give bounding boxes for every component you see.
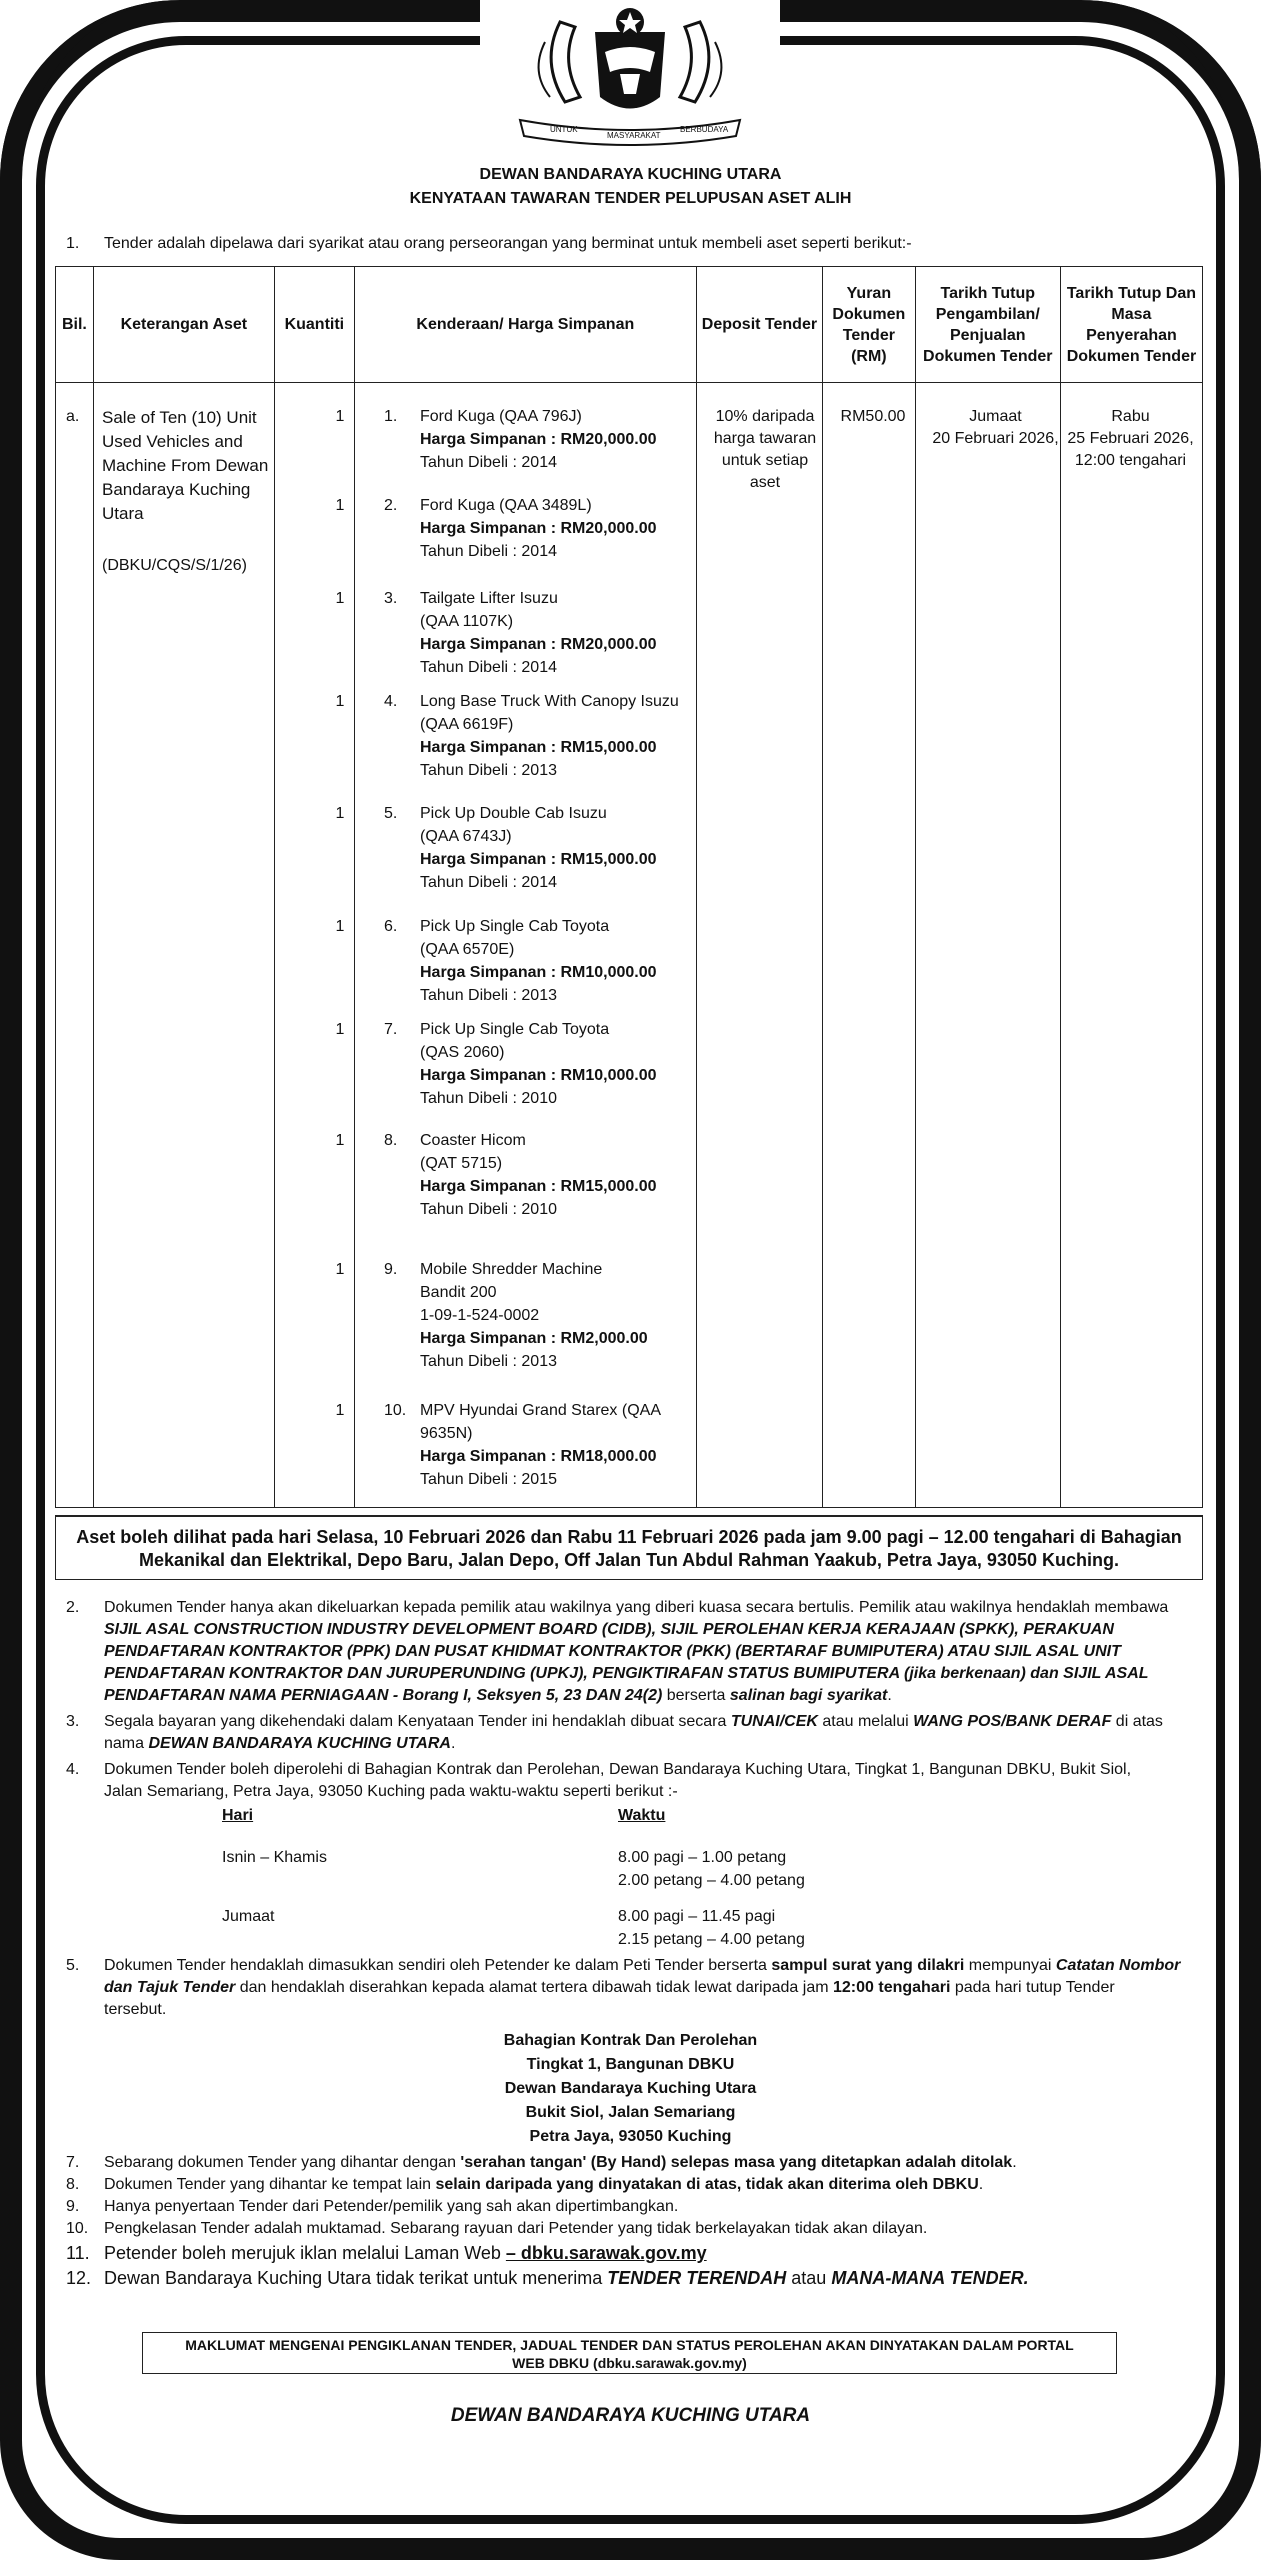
- header-keterangan: Keterangan Aset: [93, 267, 274, 383]
- para2-with: berserta: [662, 1687, 730, 1704]
- para9-text: Hanya penyertaan Tender dari Petender/pemilik yang sah akan dipertimbangkan.: [104, 2198, 679, 2215]
- organization-title: DEWAN BANDARAYA KUCHING UTARA: [479, 166, 782, 183]
- para11-text: [104, 2241, 707, 2265]
- item-number: 7.: [384, 1021, 398, 1038]
- para4-line-1: Dokumen Tender boleh diperolehi di Bahagian Kontrak dan Perolehan, Dewan Bandaraya Kuching Utara, Tingkat 1, Bangunan DBKU, Bukit Siol,: [104, 1761, 1132, 1778]
- para5-line-1: [104, 1955, 1204, 1977]
- hours-day-2: Jumaat: [222, 1908, 275, 1925]
- item-description: 1-09-1-524-0002: [420, 1307, 540, 1324]
- para3-cash: TUNAI/CEK: [730, 1713, 818, 1730]
- para5-text-a: Dokumen Tender hendaklah dimasukkan sendiri oleh Petender ke dalam Peti Tender berserta: [104, 1957, 772, 1974]
- hours-time-2a: 8.00 pagi – 11.45 pagi: [618, 1908, 776, 1925]
- item-quantity: 1: [335, 408, 345, 425]
- row-tutup-serah-date: 25 Februari 2026,: [1067, 430, 1194, 447]
- row-tutup-serah-time: 12:00 tengahari: [1074, 452, 1187, 469]
- item-year: Tahun Dibeli : 2013: [420, 987, 557, 1004]
- para3-postal: WANG POS/BANK DERAF: [913, 1713, 1112, 1730]
- item-reserve-price: Harga Simpanan : RM10,000.00: [420, 1067, 657, 1084]
- crest-ribbon-center: MASYARAKAT: [607, 131, 661, 140]
- item-reserve-price: Harga Simpanan : RM15,000.00: [420, 1178, 657, 1195]
- item-description: Pick Up Double Cab Isuzu: [420, 805, 607, 822]
- para2-line-3: PENDAFTARAN KONTRAKTOR (PPK) DAN PUSAT KHIDMAT KONTRAKTOR (PKK) (BERTARAF BUMIPUTERA) ATAU SIJIL ASAL UNIT: [104, 1643, 1121, 1660]
- item-quantity: 1: [335, 805, 345, 822]
- para12-text: [104, 2266, 1029, 2290]
- para12-any: MANA-MANA TENDER.: [831, 2268, 1029, 2288]
- item-number: 10.: [384, 1402, 407, 1419]
- row-bil: a.: [66, 408, 80, 425]
- intro-number: 1.: [66, 235, 80, 252]
- hours-col-day: Hari: [222, 1807, 254, 1824]
- header-yuran: Yuran Dokumen Tender (RM): [823, 267, 916, 383]
- para12-or: atau: [786, 2268, 832, 2288]
- header-kuantiti: Kuantiti: [274, 267, 354, 383]
- para9-number: 9.: [66, 2198, 80, 2215]
- para10-number: 10.: [66, 2220, 89, 2237]
- item-quantity: 1: [335, 1021, 345, 1038]
- item-number: 6.: [384, 918, 398, 935]
- item-number: 8.: [384, 1132, 398, 1149]
- item-description: (QAA 1107K): [420, 613, 514, 630]
- para3-text-e: di atas: [1111, 1713, 1163, 1730]
- row-deposit: 10% daripada harga tawaran untuk setiap aset: [713, 408, 817, 491]
- header-kenderaan: Kenderaan/ Harga Simpanan: [354, 267, 696, 383]
- item-quantity: 1: [335, 1132, 345, 1149]
- para8-not-accepted: selain daripada yang dinyatakan di atas, tidak akan diterima oleh DBKU: [435, 2176, 979, 2193]
- viewing-line-1: Aset boleh dilihat pada hari Selasa, 10 Februari 2026 dan Rabu 11 Februari 2026 pada jam 9.00 pagi – 12.00 tengahari di Bahagian: [76, 1527, 1182, 1547]
- portal-info-box: [142, 2332, 1117, 2374]
- item-number: 4.: [384, 693, 398, 710]
- table-header-row: [56, 267, 1203, 383]
- para5-sealed: sampul surat yang dilakri: [771, 1957, 965, 1974]
- viewing-line-2: Mekanikal dan Elektrikal, Depo Baru, Jalan Depo, Off Jalan Tun Abdul Rahman Yaakub, Petra Jaya, 93050 Kuching.: [139, 1550, 1119, 1570]
- item-quantity: 1: [335, 1402, 345, 1419]
- item-reserve-price: Harga Simpanan : RM15,000.00: [420, 739, 657, 756]
- header-tutup-ambil: Tarikh Tutup Pengambilan/ Penjualan Dokumen Tender: [915, 267, 1060, 383]
- cell-tutup-ambil: [915, 383, 1060, 1508]
- item-quantity: 1: [335, 693, 345, 710]
- item-quantity: 1: [335, 1261, 345, 1278]
- para3-text-a: Segala bayaran yang dikehendaki dalam Kenyataan Tender ini hendaklah dibuat secara: [104, 1713, 731, 1730]
- item-description: Pick Up Single Cab Toyota: [420, 918, 610, 935]
- para4-number: 4.: [66, 1761, 80, 1778]
- para2-number: 2.: [66, 1599, 80, 1616]
- item-reserve-price: Harga Simpanan : RM20,000.00: [420, 636, 657, 653]
- council-crest-logo: [510, 2, 750, 152]
- para7-end: .: [1012, 2154, 1017, 2171]
- address-line: Bukit Siol, Jalan Semariang: [525, 2104, 736, 2121]
- cell-yuran: [823, 383, 916, 1508]
- item-year: Tahun Dibeli : 2014: [420, 659, 557, 676]
- para8-text-a: Dokumen Tender yang dihantar ke tempat lain: [104, 2176, 436, 2193]
- item-description: Pick Up Single Cab Toyota: [420, 1021, 610, 1038]
- item-description: Ford Kuga (QAA 796J): [420, 408, 582, 425]
- para7-rejected: 'serahan tangan' (By Hand) selepas masa yang ditetapkan adalah ditolak: [460, 2154, 1013, 2171]
- para12-number: 12.: [66, 2268, 92, 2288]
- item-year: Tahun Dibeli : 2013: [420, 762, 557, 779]
- item-description: Tailgate Lifter Isuzu: [420, 590, 558, 607]
- para8-number: 8.: [66, 2176, 80, 2193]
- item-quantity: 1: [335, 918, 345, 935]
- para12-text-a: Dewan Bandaraya Kuching Utara tidak terikat untuk menerima: [104, 2268, 608, 2288]
- viewing-notice: [55, 1515, 1203, 1580]
- para12-lowest: TENDER TERENDAH: [607, 2268, 787, 2288]
- para5-title-note: dan Tajuk Tender: [104, 1979, 236, 1996]
- para5-text-f: dan hendaklah diserahkan kepada alamat tertera dibawah tidak lewat daripada jam: [235, 1979, 833, 1996]
- para5-text-h: pada hari tutup Tender: [950, 1979, 1115, 1996]
- document-title: KENYATAAN TAWARAN TENDER PELUPUSAN ASET ALIH: [409, 190, 852, 207]
- para3-number: 3.: [66, 1713, 80, 1730]
- item-year: Tahun Dibeli : 2010: [420, 1201, 557, 1218]
- item-description: Mobile Shredder Machine: [420, 1261, 603, 1278]
- item-year: Tahun Dibeli : 2014: [420, 454, 557, 471]
- item-description: 9635N): [420, 1425, 473, 1442]
- item-year: Tahun Dibeli : 2010: [420, 1090, 557, 1107]
- row-yuran: RM50.00: [840, 408, 906, 425]
- para11-text-a: Petender boleh merujuk iklan melalui Laman Web: [104, 2243, 506, 2263]
- item-reserve-price: Harga Simpanan : RM15,000.00: [420, 851, 657, 868]
- hours-time-1a: 8.00 pagi – 1.00 petang: [618, 1849, 787, 1866]
- para4-line-2: Jalan Semariang, Petra Jaya, 93050 Kuching pada waktu-waktu seperti berikut :-: [104, 1783, 678, 1800]
- row-tutup-ambil-day: Jumaat: [969, 408, 1022, 425]
- item-description: (QAA 6743J): [420, 828, 512, 845]
- hours-day-1: Isnin – Khamis: [222, 1849, 327, 1866]
- item-reserve-price: Harga Simpanan : RM20,000.00: [420, 520, 657, 537]
- item-reserve-price: Harga Simpanan : RM2,000.00: [420, 1330, 648, 1347]
- hours-time-2b: 2.15 petang – 4.00 petang: [618, 1931, 805, 1948]
- para8-end: .: [978, 2176, 984, 2193]
- intro-text: Tender adalah dipelawa dari syarikat atau orang perseorangan yang berminat untuk membeli aset seperti berikut:-: [104, 235, 912, 252]
- row-keterangan: Sale of Ten (10) Unit Used Vehicles and Machine From Dewan Bandaraya Kuching Utara: [102, 408, 269, 523]
- website-link[interactable]: – dbku.sarawak.gov.my: [505, 2243, 707, 2263]
- row-reference: (DBKU/CQS/S/1/26): [102, 557, 247, 574]
- item-description: (QAA 6570E): [420, 941, 515, 958]
- para3-text-f: nama: [104, 1735, 149, 1752]
- item-description: (QAT 5715): [420, 1155, 503, 1172]
- para2-docs: PENDAFTARAN NAMA PERNIAGAAN - Borang I, Seksyen 5, 23 DAN 24(2): [104, 1687, 663, 1704]
- para5-text-c: mempunyai: [964, 1957, 1056, 1974]
- cell-keterangan: [93, 383, 274, 1508]
- address-line: Petra Jaya, 93050 Kuching: [529, 2128, 732, 2145]
- para2-line-5: [104, 1685, 1204, 1707]
- item-description: Long Base Truck With Canopy Isuzu: [420, 693, 679, 710]
- item-description: Bandit 200: [420, 1284, 497, 1301]
- address-line: Tingkat 1, Bangunan DBKU: [526, 2056, 735, 2073]
- para3-payee: DEWAN BANDARAYA KUCHING UTARA: [148, 1735, 451, 1752]
- para5-line-2: [104, 1977, 1204, 1999]
- item-description: (QAA 6619F): [420, 716, 514, 733]
- item-year: Tahun Dibeli : 2015: [420, 1471, 557, 1488]
- para2-line-4: PENDAFTARAN KONTRAKTOR DAN JURUPERUNDING (UPKJ), PENGIKTIRAFAN STATUS BUMIPUTERA (jika berkenaan) dan SIJIL ASAL: [104, 1665, 1149, 1682]
- item-reserve-price: Harga Simpanan : RM10,000.00: [420, 964, 657, 981]
- para2-lead: Dokumen Tender hanya akan dikeluarkan kepada pemilik atau wakilnya yang diberi kuasa secara bertulis. Pemilik atau wakilnya hendaklah membawa: [104, 1599, 1169, 1616]
- para2-line-2: SIJIL ASAL CONSTRUCTION INDUSTRY DEVELOPMENT BOARD (CIDB), SIJIL PEROLEHAN KERJA KERAJAAN (SPKK), PERAKUAN: [104, 1621, 1114, 1638]
- row-tutup-serah-day: Rabu: [1111, 408, 1150, 425]
- portal-info-line-2: WEB DBKU (dbku.sarawak.gov.my): [512, 2355, 747, 2371]
- para5-number: 5.: [66, 1957, 80, 1974]
- item-number: 9.: [384, 1261, 398, 1278]
- para10-text: Pengkelasan Tender adalah muktamad. Sebarang rayuan dari Petender yang tidak berkelayakan tidak akan dilayan.: [104, 2220, 928, 2237]
- para5-deadline: 12:00 tengahari: [833, 1979, 951, 1996]
- item-number: 1.: [384, 408, 398, 425]
- item-year: Tahun Dibeli : 2014: [420, 874, 557, 891]
- signature: DEWAN BANDARAYA KUCHING UTARA: [450, 2405, 811, 2426]
- para2-copy: salinan bagi syarikat: [729, 1687, 888, 1704]
- cell-kuantiti: [274, 383, 354, 1508]
- item-description: Ford Kuga (QAA 3489L): [420, 497, 592, 514]
- item-reserve-price: Harga Simpanan : RM18,000.00: [420, 1448, 657, 1465]
- header-tutup-serah: Tarikh Tutup Dan Masa Penyerahan Dokumen Tender: [1060, 267, 1202, 383]
- header-bil: Bil.: [56, 267, 94, 383]
- para3-text-c: atau melalui: [817, 1713, 914, 1730]
- para5-line-3: tersebut.: [104, 2001, 167, 2018]
- item-year: Tahun Dibeli : 2014: [420, 543, 557, 560]
- address-line: Bahagian Kontrak Dan Perolehan: [503, 2032, 758, 2049]
- header-deposit: Deposit Tender: [696, 267, 822, 383]
- para2-end: .: [887, 1687, 892, 1704]
- item-quantity: 1: [335, 497, 345, 514]
- item-reserve-price: Harga Simpanan : RM20,000.00: [420, 431, 657, 448]
- item-number: 3.: [384, 590, 398, 607]
- para7-text-a: Sebarang dokumen Tender yang dihantar dengan: [104, 2154, 461, 2171]
- crest-ribbon-right: BERBUDAYA: [680, 125, 729, 134]
- cell-deposit: [696, 383, 822, 1508]
- item-number: 2.: [384, 497, 398, 514]
- hours-col-time: Waktu: [618, 1807, 666, 1824]
- item-number: 5.: [384, 805, 398, 822]
- address-line: Dewan Bandaraya Kuching Utara: [504, 2080, 757, 2097]
- hours-time-1b: 2.00 petang – 4.00 petang: [618, 1872, 805, 1889]
- item-year: Tahun Dibeli : 2013: [420, 1353, 557, 1370]
- cell-bil: [56, 383, 94, 1508]
- row-tutup-ambil-date: 20 Februari 2026,: [932, 430, 1059, 447]
- item-description: MPV Hyundai Grand Starex (QAA: [420, 1402, 661, 1419]
- para3-end: .: [450, 1735, 456, 1752]
- cell-tutup-serah: [1060, 383, 1202, 1508]
- para3-line-1: [104, 1711, 1204, 1733]
- para7-number: 7.: [66, 2154, 80, 2171]
- para8-text: [104, 2174, 983, 2196]
- portal-info-line-1: MAKLUMAT MENGENAI PENGIKLANAN TENDER, JADUAL TENDER DAN STATUS PEROLEHAN AKAN DINYATAKAN DALAM PORTAL: [185, 2337, 1074, 2353]
- para7-text: [104, 2152, 1017, 2174]
- para3-line-2: [104, 1733, 455, 1755]
- crest-ribbon-left: UNTUK: [550, 125, 578, 134]
- para5-number-note: Catatan Nombor: [1055, 1957, 1181, 1974]
- item-description: (QAS 2060): [420, 1044, 505, 1061]
- item-quantity: 1: [335, 590, 345, 607]
- para11-number: 11.: [66, 2243, 90, 2263]
- item-description: Coaster Hicom: [420, 1132, 526, 1149]
